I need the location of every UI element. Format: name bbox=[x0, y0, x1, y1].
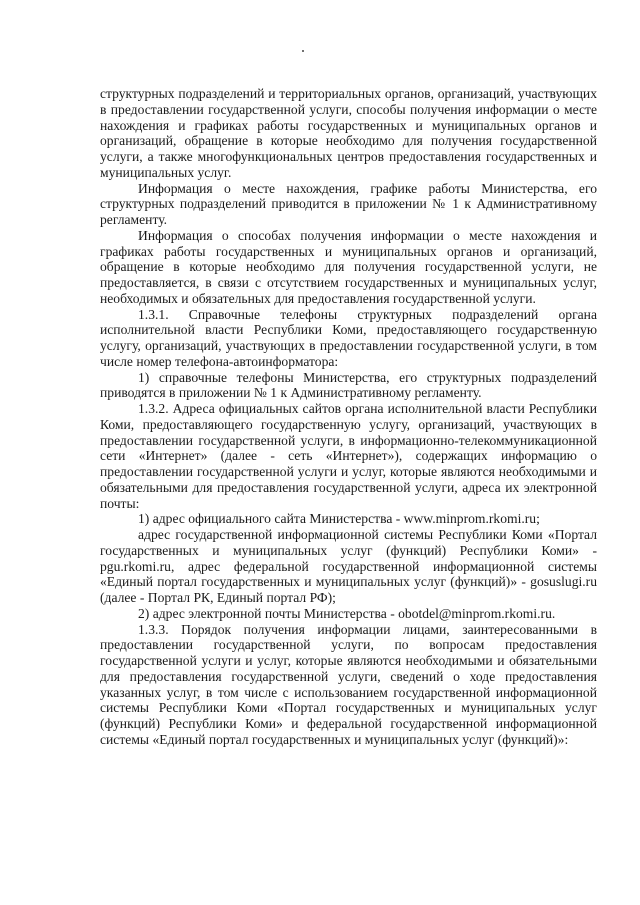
paragraph-1-3-1-item-1: 1) справочные телефоны Министерства, его структурных подразделений приводятся в приложении № 1 к Административному регламенту. bbox=[100, 369, 597, 401]
paragraph-1-3-2-item-1: 1) адрес официального сайта Министерства - www.minprom.rkomi.ru; bbox=[138, 511, 540, 527]
paragraph-1-3-2-item-2: 2) адрес электронной почты Министерства - obotdel@minprom.rkomi.ru. bbox=[138, 605, 556, 621]
paragraph-1-3-2: 1.3.2. Адреса официальных сайтов органа исполнительной власти Республики Коми, предоставляющего государственную услугу, организаций, участвующих в предоставлении государственной услуги, в информационно-телекоммуникационной сети «Интернет» (далее - сеть «Интернет»), содержащих информацию о предоставлении государственной услуги и услуг, которые являются необходимыми и обязательными для предоставления государственной услуги, адреса их электронной почты: bbox=[100, 401, 597, 511]
document-body bbox=[100, 86, 597, 748]
scan-speck bbox=[302, 50, 304, 52]
paragraph-methods-info: Информация о способах получения информации о месте нахождения и графиках работы государственных и муниципальных органов и организаций, обращение в которые необходимо для получения государственной услуги, не предоставляется, в связи с отсутствием государственных и муниципальных услуг, необходимых и обязательных для предоставления государственной услуги. bbox=[100, 227, 597, 306]
paragraph-1-3-1: 1.3.1. Справочные телефоны структурных подразделений органа исполнительной власти Республики Коми, предоставляющего государственную услугу, организаций, участвующих в предоставлении государственной услуги, в том числе номер телефона-автоинформатора: bbox=[100, 306, 597, 369]
paragraph-continuation: структурных подразделений и территориальных органов, организаций, участвующих в предоставлении государственной услуги, способы получения информации о месте нахождения и графиках работы государственных и муниципальных органов и организаций, обращение в которые необходимо для получения государственной услуги, а также многофункциональных центров предоставления государственных и муниципальных услуг. bbox=[100, 86, 597, 180]
paragraph-1-3-3: 1.3.3. Порядок получения информации лицами, заинтересованными в предоставлении государственной услуги, по вопросам предоставления государственной услуги и услуг, которые являются необходимыми и обязательными для предоставления государственной услуги, сведений о ходе предоставления указанных услуг, в том числе с использованием государственной информационной системы Республики Коми «Портал государственных и муниципальных услуг (функций) Республики Коми» и федеральной государственной информационной системы «Единый портал государственных и муниципальных услуг (функций)»: bbox=[100, 621, 597, 747]
paragraph-location-info: Информация о месте нахождения, графике работы Министерства, его структурных подразделений приводится в приложении № 1 к Административному регламенту. bbox=[100, 180, 597, 227]
paragraph-portal-addresses: адрес государственной информационной системы Республики Коми «Портал государственных и муниципальных услуг (функций) Республики Коми» - pgu.rkomi.ru, адрес федеральной государственной информационной системы «Единый портал государственных и муниципальных услуг (функций)» - gosuslugi.ru (далее - Портал РК, Единый портал РФ); bbox=[100, 527, 597, 605]
